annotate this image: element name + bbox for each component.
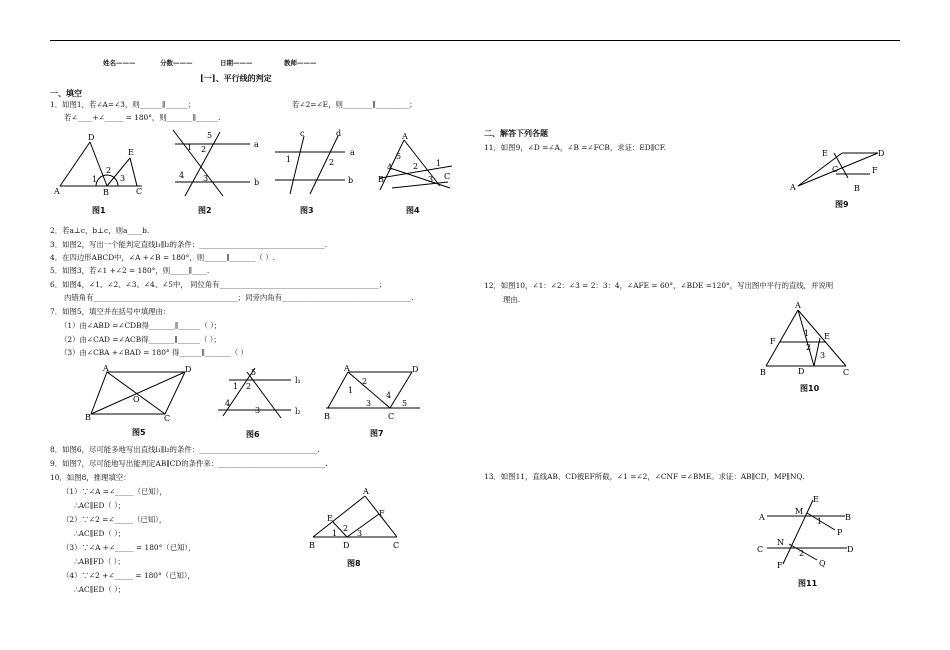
fig4-label-1: 1 (436, 159, 442, 168)
teacher-field: 教师——— (284, 59, 317, 67)
fig8-label-C: C (393, 541, 400, 550)
fig7-label-A: A (344, 364, 350, 373)
fig9-caption: 图9 (835, 200, 849, 209)
q1-line2: 若∠____+∠_____ = 180°，则_______∥______. (64, 113, 221, 122)
figure-3 (270, 128, 365, 198)
fig11-label-C: C (757, 545, 764, 554)
fig4-label-B: B (378, 175, 384, 184)
fig11-label-P: P (837, 528, 843, 537)
figure-8 (305, 484, 410, 554)
fig7-label-C: C (388, 412, 395, 421)
q10-line3: （2）∵∠2 =∠_____（已知）， (62, 515, 167, 524)
fig4-label-A: A (402, 132, 408, 141)
fig5-label-B: B (85, 413, 91, 422)
figure-9 (790, 144, 900, 199)
fig6-label-5: 5 (251, 368, 257, 377)
q10-line6: ∴AB∥FD（ ）； (74, 557, 125, 566)
fig11-label-D: D (847, 545, 854, 554)
figure-10 (758, 298, 868, 380)
fig9-label-A: A (790, 183, 796, 192)
fig3-label-d: d (336, 129, 342, 138)
fig2-caption: 图2 (198, 206, 212, 215)
fig6-label-4: 4 (225, 399, 231, 408)
fig6-caption: 图6 (246, 430, 260, 439)
fig7-label-2: 2 (362, 377, 368, 386)
fig10-label-C: C (843, 368, 850, 377)
fig8-label-F: F (379, 509, 385, 518)
q7-line1: 7．如图5，填空并在括号中填理由： (50, 307, 171, 316)
fig4-label-2: 2 (413, 162, 419, 171)
fig7-label-D: D (412, 365, 419, 374)
fig7-caption: 图7 (370, 429, 384, 438)
section1-heading: 一、填空 (50, 88, 82, 98)
section2-heading: 二、解答下列各题 (484, 128, 548, 138)
figure-7 (320, 362, 430, 422)
fig3-label-a: a (350, 148, 355, 157)
page-title: [一]、平行线的判定 (200, 73, 272, 83)
fig8-label-2: 2 (343, 524, 349, 533)
fig1-label-C: C (136, 187, 143, 196)
fig4-label-3: 3 (428, 175, 434, 184)
fig8-label-1: 1 (332, 529, 338, 538)
fig1-caption: 图1 (92, 206, 106, 215)
fig6-label-3: 3 (255, 406, 261, 415)
q10-line8: ∴AC∥ED（ ）； (74, 585, 126, 594)
q6-line1: 6．如图4，∠1、∠2、∠3、∠4、∠5中， 同位角有___________________________________________； (50, 280, 386, 289)
q10-line2: ∴AC∥ED（ ）； (74, 501, 126, 510)
q12-line2: 理由. (503, 295, 521, 304)
fig5-label-A: A (103, 364, 109, 373)
fig7-label-B: B (324, 412, 330, 421)
fig10-label-1: 1 (804, 329, 810, 338)
score-field: 分数——— (160, 59, 193, 67)
fig8-label-E: E (327, 514, 333, 523)
fig5-label-D: D (185, 365, 192, 374)
fig11-label-B: B (845, 513, 851, 522)
fig7-label-4: 4 (386, 391, 392, 400)
fig8-label-3: 3 (357, 529, 363, 538)
fig11-label-N: N (777, 538, 784, 547)
fig4-label-C: C (444, 172, 451, 181)
fig3-label-c: c (300, 129, 305, 138)
fig1-label-D: D (88, 133, 95, 142)
figure-2 (165, 128, 265, 198)
fig7-label-3: 3 (366, 399, 372, 408)
fig4-caption: 图4 (406, 206, 420, 215)
fig10-label-E: E (824, 332, 830, 341)
q1-line1b: 若∠2=∠E，则________∥_________； (292, 100, 417, 109)
fig10-label-3: 3 (820, 351, 826, 360)
figure-5 (85, 364, 195, 424)
fig1-label-E: E (128, 148, 134, 157)
q3: 3．如图2，写出一个能判定直线l₁∥l₂的条件：__________________________________. (50, 240, 328, 249)
fig2-label-5: 5 (207, 131, 213, 140)
fig4-label-5: 5 (396, 152, 402, 161)
fig2-label-1: 1 (187, 143, 193, 152)
q10-line7: （4）∵∠2 +∠_____ = 180°（已知）， (62, 571, 195, 580)
fig3-label-b: b (348, 176, 354, 185)
fig2-label-2: 2 (201, 145, 207, 154)
q7-line4: （3）由∠CBA +∠BAD = 180° 得______∥_______（ ） (60, 348, 248, 357)
figure-4 (362, 128, 462, 198)
figure-1 (52, 128, 152, 198)
fig7-label-5: 5 (402, 399, 408, 408)
q2: 2．若a⊥c，b⊥c，则a____b. (50, 226, 150, 235)
q10-line5: （3）∵∠A +∠_____ = 180°（已知）， (62, 543, 196, 552)
fig1-label-1: 1 (92, 175, 98, 184)
q7-line3: （2）由∠CAD =∠ACB得_______∥______（ ）； (60, 335, 221, 344)
q4: 4．在四边形ABCD中，∠A +∠B = 180°，则______∥_______（ ）. (50, 253, 276, 262)
fig5-label-C: C (164, 414, 171, 423)
fig6-label-2: 2 (246, 382, 252, 391)
fig1-label-B: B (103, 188, 109, 197)
fig11-caption: 图11 (798, 579, 818, 588)
fig6-label-1: 1 (233, 382, 239, 391)
fig2-label-4: 4 (179, 171, 185, 180)
q11: 11．如图9，∠D =∠A，∠B =∠FCB，求证：ED∥CF. (484, 143, 667, 152)
fig10-label-D: D (798, 367, 805, 376)
fig2-label-b: b (254, 178, 260, 187)
name-field: 姓名——— (103, 59, 136, 67)
fig10-label-B: B (760, 368, 766, 377)
fig8-caption: 图8 (347, 559, 361, 568)
fig10-label-F: F (770, 337, 776, 346)
q7-line2: （1）由∠ABD =∠CDB得_______∥______（ ）； (60, 321, 222, 330)
q12-line1: 12．如图10，∠1：∠2：∠3 = 2：3：4，∠AFE = 60°，∠BDE =120°，写出图中平行的直线，并说明 (484, 281, 834, 290)
fig1-label-2: 2 (106, 166, 112, 175)
fig7-label-1: 1 (348, 386, 354, 395)
fig6-label-l1: l₁ (295, 376, 301, 385)
fig3-label-2: 2 (329, 158, 335, 167)
fig11-label-M: M (795, 507, 804, 516)
q9: 9．如图7，尽可能地写出能判定AB∥CD的条件来：_____________________________. (50, 459, 328, 468)
fig9-label-F: F (872, 166, 878, 175)
top-rule (50, 40, 900, 41)
q5: 5．如图3，若∠1 +∠2 = 180°，则_____∥____. (50, 266, 210, 275)
figure-11 (755, 492, 865, 576)
fig4-label-4: 4 (387, 163, 393, 172)
fig2-label-3: 3 (203, 174, 209, 183)
fig11-label-F: F (777, 561, 783, 570)
fig9-label-B: B (854, 184, 860, 193)
fig9-label-E: E (822, 149, 828, 158)
fig8-label-B: B (309, 541, 315, 550)
fig11-label-1: 1 (817, 517, 823, 526)
fig10-caption: 图10 (800, 384, 820, 393)
fig5-caption: 图5 (132, 428, 146, 437)
figure-6 (215, 364, 325, 424)
fig1-label-3: 3 (120, 174, 126, 183)
q1-line1a: 1．如图1，若∠A=∠3，则______∥______； (50, 100, 195, 109)
fig8-label-D: D (343, 541, 350, 550)
q10-title: 10．如图8，推理填空： (50, 473, 131, 482)
fig10-label-2: 2 (806, 343, 812, 352)
q6-line2: 内错角有_______________________________________；同旁内角有___________________________________. (64, 293, 414, 302)
fig5-label-O: O (133, 395, 140, 404)
q13: 13．如图11，直线AB、CD被EF所截，∠1 =∠2，∠CNF =∠BME。求证：AB∥CD，MP∥NQ. (484, 472, 805, 481)
fig1-label-A: A (54, 187, 60, 196)
fig3-caption: 图3 (300, 206, 314, 215)
fig11-label-A: A (759, 513, 765, 522)
fig2-label-a: a (254, 140, 259, 149)
q10-line1: （1）∵∠A =∠_____（已知）， (62, 487, 167, 496)
fig9-label-C: C (832, 165, 839, 174)
fig10-label-A: A (795, 301, 801, 310)
fig11-label-2: 2 (799, 549, 805, 558)
fig11-label-Q: Q (819, 559, 826, 568)
fig6-label-l2: l₂ (295, 407, 301, 416)
fig11-label-E: E (813, 495, 819, 504)
q8: 8．如图6，尽可能多地写出直线l₁∥l₂的条件：________________________________. (50, 445, 320, 454)
q10-line4: ∴AC∥ED（ ）； (74, 529, 126, 538)
fig8-label-A: A (363, 487, 369, 496)
fig9-label-D: D (878, 149, 885, 158)
date-field: 日期——— (220, 59, 253, 67)
fig3-label-1: 1 (286, 155, 292, 164)
